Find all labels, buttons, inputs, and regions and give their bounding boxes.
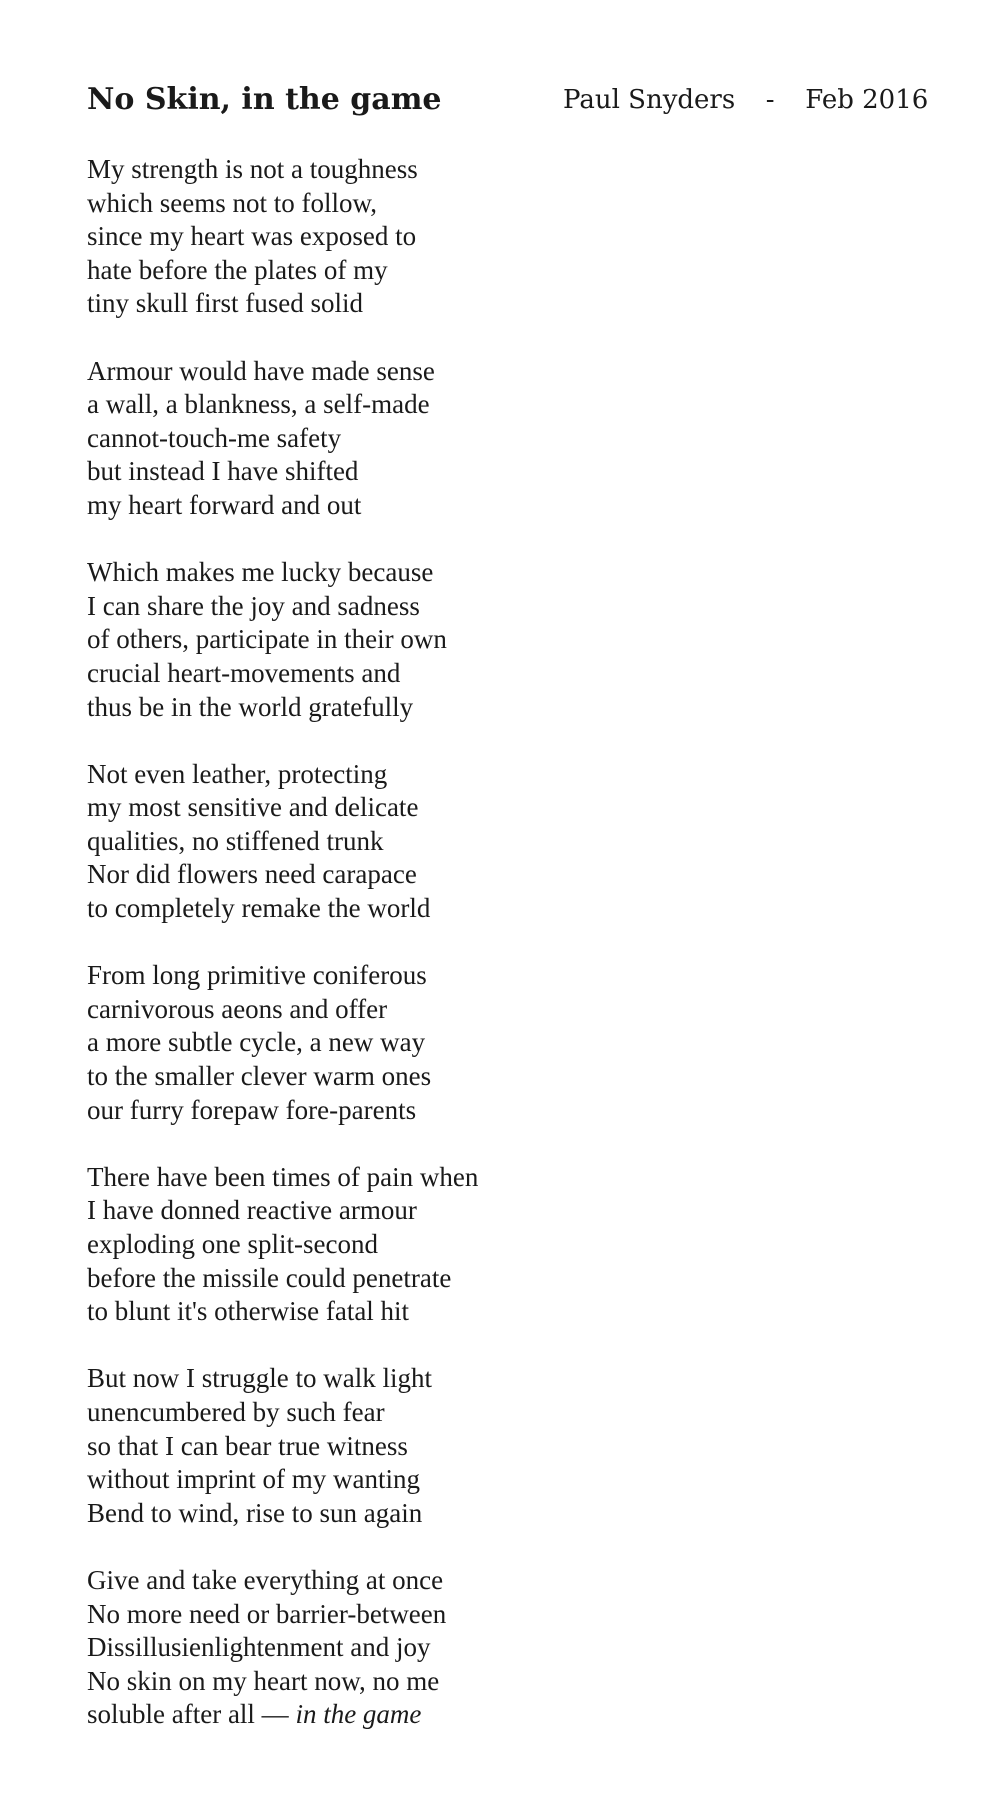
poem-line: but instead I have shifted [87, 456, 359, 487]
poem-line: exploding one split-second [87, 1229, 378, 1259]
poem-line: of others, participate in their own [87, 624, 447, 655]
poem-date: Feb 2016 [805, 85, 929, 115]
poem-line: But now I struggle to walk light [87, 1363, 432, 1394]
poem-line: Not even leather, protecting [87, 758, 388, 789]
poem-line: Which makes me lucky because [87, 557, 434, 588]
poem-line: a wall, a blankness, a self-made [87, 389, 430, 420]
poem-line: without imprint of my wanting [87, 1464, 420, 1495]
stanza-8 [87, 1564, 787, 1732]
poem-line: There have been times of pain when [87, 1161, 479, 1192]
poem-line: crucial heart-movements and [87, 657, 401, 688]
poem-body [87, 153, 787, 1766]
poem-line: which seems not to follow, [87, 187, 377, 218]
stanza-2 [87, 355, 787, 523]
poem-line-final [87, 1698, 787, 1732]
stanza-5 [87, 959, 787, 1127]
poem-line: so that I can bear true witness [87, 1430, 408, 1461]
poem-line: my most sensitive and delicate [87, 792, 419, 823]
poem-line: tiny skull first fused solid [87, 288, 363, 319]
poem-line: Bend to wind, rise to sun again [87, 1497, 423, 1528]
poem-line: since my heart was exposed to [87, 221, 417, 252]
poem-line-final-italic: in the game [295, 1699, 422, 1730]
stanza-7 [87, 1362, 787, 1530]
poem-line: Armour would have made sense [87, 355, 435, 386]
poem-line: Dissillusienlightenment and joy [87, 1632, 431, 1663]
poem-line: hate before the plates of my [87, 254, 388, 285]
poem-line: to blunt it's otherwise fatal hit [87, 1296, 410, 1327]
poem-line-final-plain: soluble after all — [87, 1699, 296, 1730]
poem-line: qualities, no stiffened trunk [87, 825, 384, 856]
poem-line: my heart forward and out [87, 489, 362, 520]
stanza-3 [87, 556, 787, 724]
poem-line: cannot-touch-me safety [87, 422, 342, 453]
poem-line: carnivorous aeons and offer [87, 993, 388, 1024]
poem-line: I have donned reactive armour [87, 1195, 417, 1226]
poem-title: No Skin, in the game [87, 82, 442, 117]
poem-line: My strength is not a toughness [87, 154, 418, 184]
poem-line: No more need or barrier-between [87, 1598, 447, 1629]
stanza-6 [87, 1161, 787, 1329]
poem-line: a more subtle cycle, a new way [87, 1027, 426, 1058]
poem-line: to completely remake the world [87, 893, 431, 924]
stanza-1 [87, 153, 787, 321]
poem-line: thus be in the world gratefully [87, 691, 414, 722]
poem-line: No skin on my heart now, no me [87, 1665, 440, 1696]
poem-line: our furry forepaw fore-parents [87, 1094, 417, 1125]
poem-line: unencumbered by such fear [87, 1396, 385, 1427]
poem-line: I can share the joy and sadness [87, 590, 420, 621]
poem-line: to the smaller clever warm ones [87, 1061, 432, 1092]
poem-header [87, 76, 929, 124]
poem-line: Give and take everything at once [87, 1564, 444, 1595]
poem-byline [563, 76, 928, 124]
byline-separator: - [765, 85, 775, 115]
poem-line: Nor did flowers need carapace [87, 859, 417, 890]
stanza-4 [87, 758, 787, 926]
poem-line: before the missile could penetrate [87, 1262, 452, 1293]
author-name: Paul Snyders [563, 85, 736, 115]
poem-line: From long primitive coniferous [87, 960, 427, 991]
